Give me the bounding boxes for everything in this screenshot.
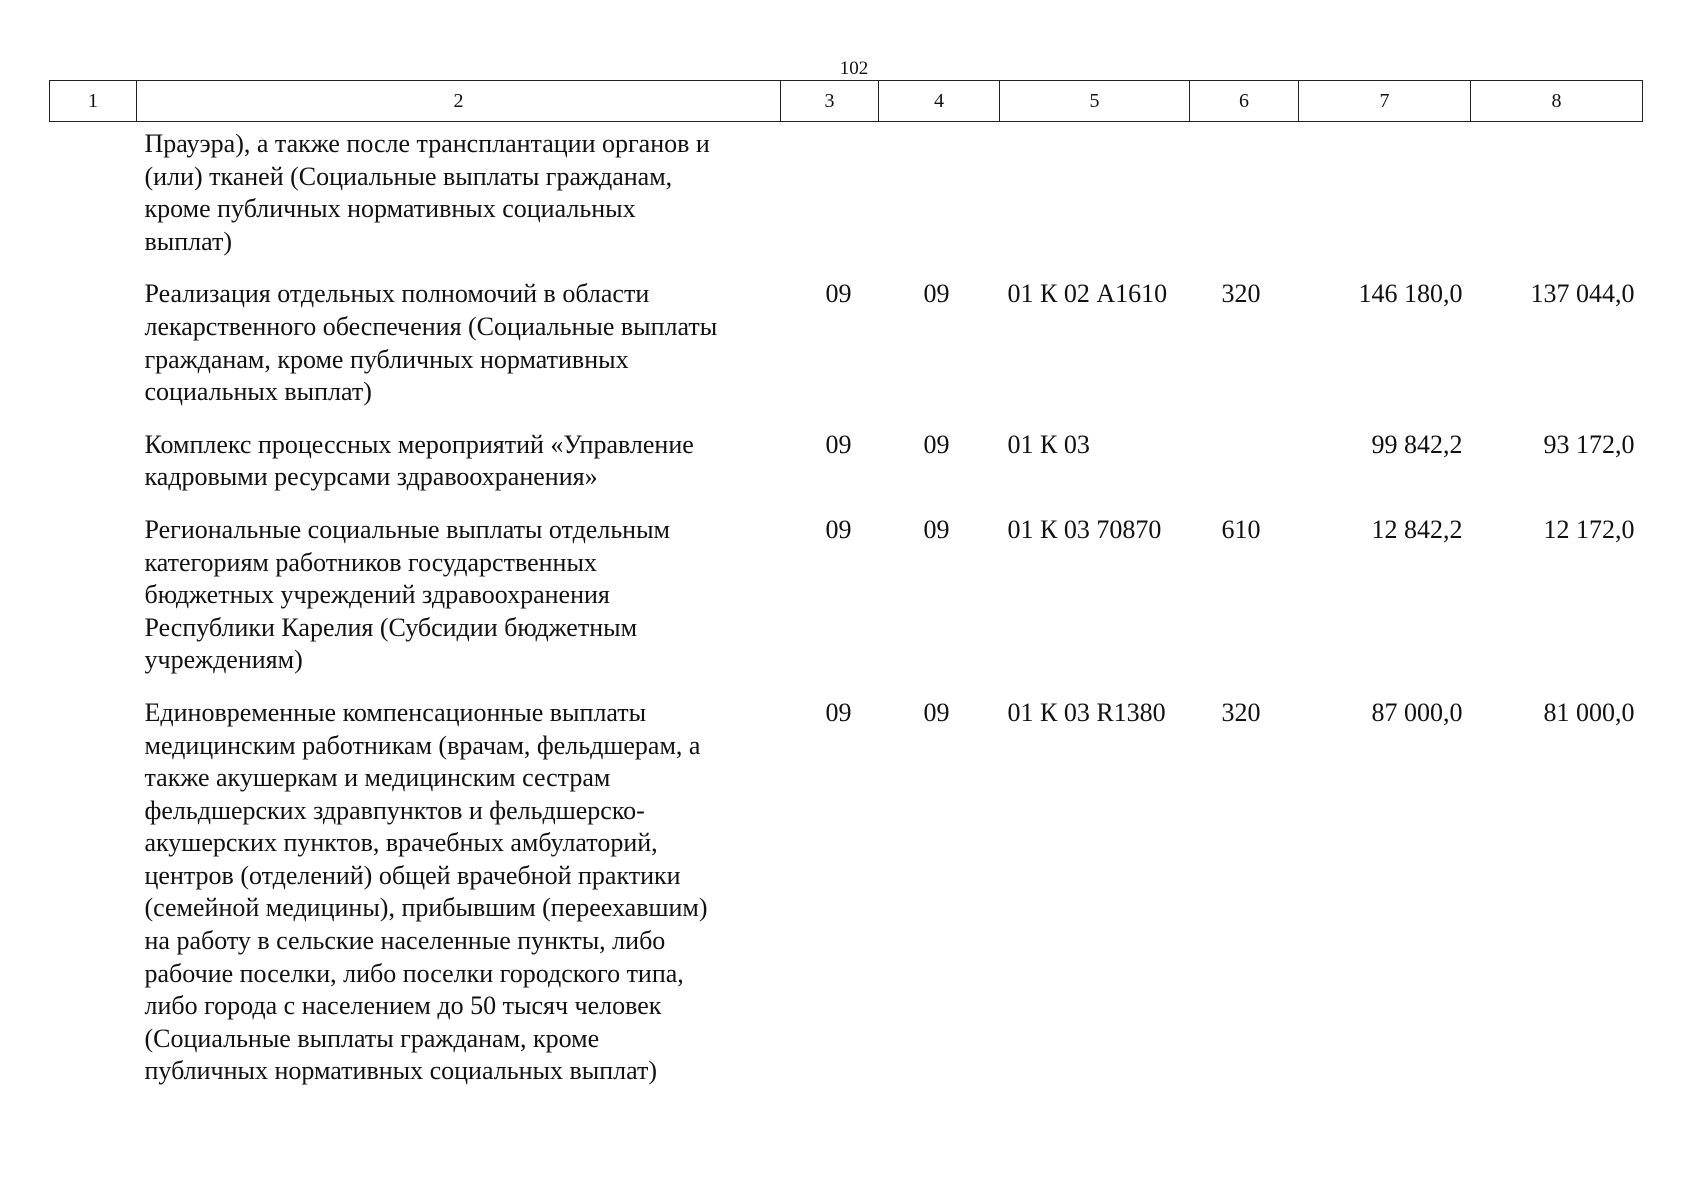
row-csr: 01 К 03 R1380 — [1007, 697, 1166, 727]
row-csr: 01 К 02 А1610 — [1007, 279, 1168, 309]
row-sum-1: 99 842,2 — [1371, 429, 1463, 459]
row-sum-2: 12 172,0 — [1543, 514, 1635, 544]
row-name: Реализация отдельных полномочий в области лекарственного обеспечения (Социальные выплаты гражданам, кроме публичных нормативных социальных выплат) — [144, 279, 718, 407]
row-sum-2: 81 000,0 — [1543, 697, 1635, 727]
table-row — [50, 514, 1643, 697]
row-name: Комплекс процессных мероприятий «Управление кадровыми ресурсами здравоохранения» — [144, 429, 694, 492]
row-razdel: 09 — [825, 514, 852, 544]
table-row — [50, 697, 1643, 1108]
row-vr: 320 — [1221, 279, 1261, 309]
column-header: 2 — [137, 81, 781, 122]
row-vr: 320 — [1221, 697, 1261, 727]
row-razdel — [781, 122, 879, 279]
row-sum-2: 93 172,0 — [1543, 429, 1635, 459]
row-csr — [1000, 122, 1190, 279]
row-csr: 01 К 03 — [1007, 429, 1090, 459]
row-razdel: 09 — [825, 697, 852, 727]
row-podrazdel — [879, 122, 1000, 279]
column-header: 5 — [1000, 81, 1190, 122]
row-csr: 01 К 03 70870 — [1007, 514, 1162, 544]
row-vr — [1190, 429, 1299, 514]
budget-table — [49, 80, 1643, 1108]
column-header: 6 — [1190, 81, 1299, 122]
row-podrazdel: 09 — [923, 697, 950, 727]
page-number: 102 — [839, 58, 869, 79]
row-podrazdel: 09 — [923, 279, 950, 309]
row-vr — [1190, 122, 1299, 279]
row-podrazdel: 09 — [923, 429, 950, 459]
row-name: Региональные социальные выплаты отдельным категориям работников государственных бюджетных учреждений здравоохранения Республики Карелия (Субсидии бюджетным учреждениям) — [144, 514, 671, 675]
column-header: 8 — [1471, 81, 1643, 122]
column-header: 1 — [50, 81, 137, 122]
row-sum-1: 146 180,0 — [1358, 279, 1463, 309]
row-sum-2 — [1471, 122, 1643, 279]
row-sum-1 — [1299, 122, 1471, 279]
column-header: 7 — [1299, 81, 1471, 122]
table-row — [50, 278, 1643, 428]
column-header: 4 — [879, 81, 1000, 122]
row-name: Прауэра), а также после трансплантации органов и (или) тканей (Социальные выплаты гражданам, кроме публичных нормативных социальных выплат) — [144, 129, 710, 256]
row-razdel: 09 — [825, 279, 852, 309]
row-vr: 610 — [1221, 514, 1261, 544]
row-sum-2: 137 044,0 — [1530, 279, 1635, 309]
row-sum-1: 87 000,0 — [1371, 697, 1463, 727]
row-sum-1: 12 842,2 — [1371, 514, 1463, 544]
table-row — [50, 122, 1643, 279]
row-podrazdel: 09 — [923, 514, 950, 544]
table-row — [50, 429, 1643, 514]
row-name: Единовременные компенсационные выплаты медицинским работникам (врачам, фельдшерам, а также акушеркам и медицинским сестрам фельдшерских здравпунктов и фельдшерско- акушерских пунктов, врачебных амбулаторий, центров (отделений) общей врачебной практики (семейной медицины), прибывшим (переехавшим) на работу в сельские населенные пункты, либо рабочие поселки, либо поселки городского типа, либо города с населением до 50 тысяч человек (Социальные выплаты гражданам, кроме публичных нормативных социальных выплат) — [144, 697, 708, 1086]
column-header: 3 — [781, 81, 879, 122]
row-razdel: 09 — [825, 429, 852, 459]
column-number-row — [50, 81, 1643, 122]
